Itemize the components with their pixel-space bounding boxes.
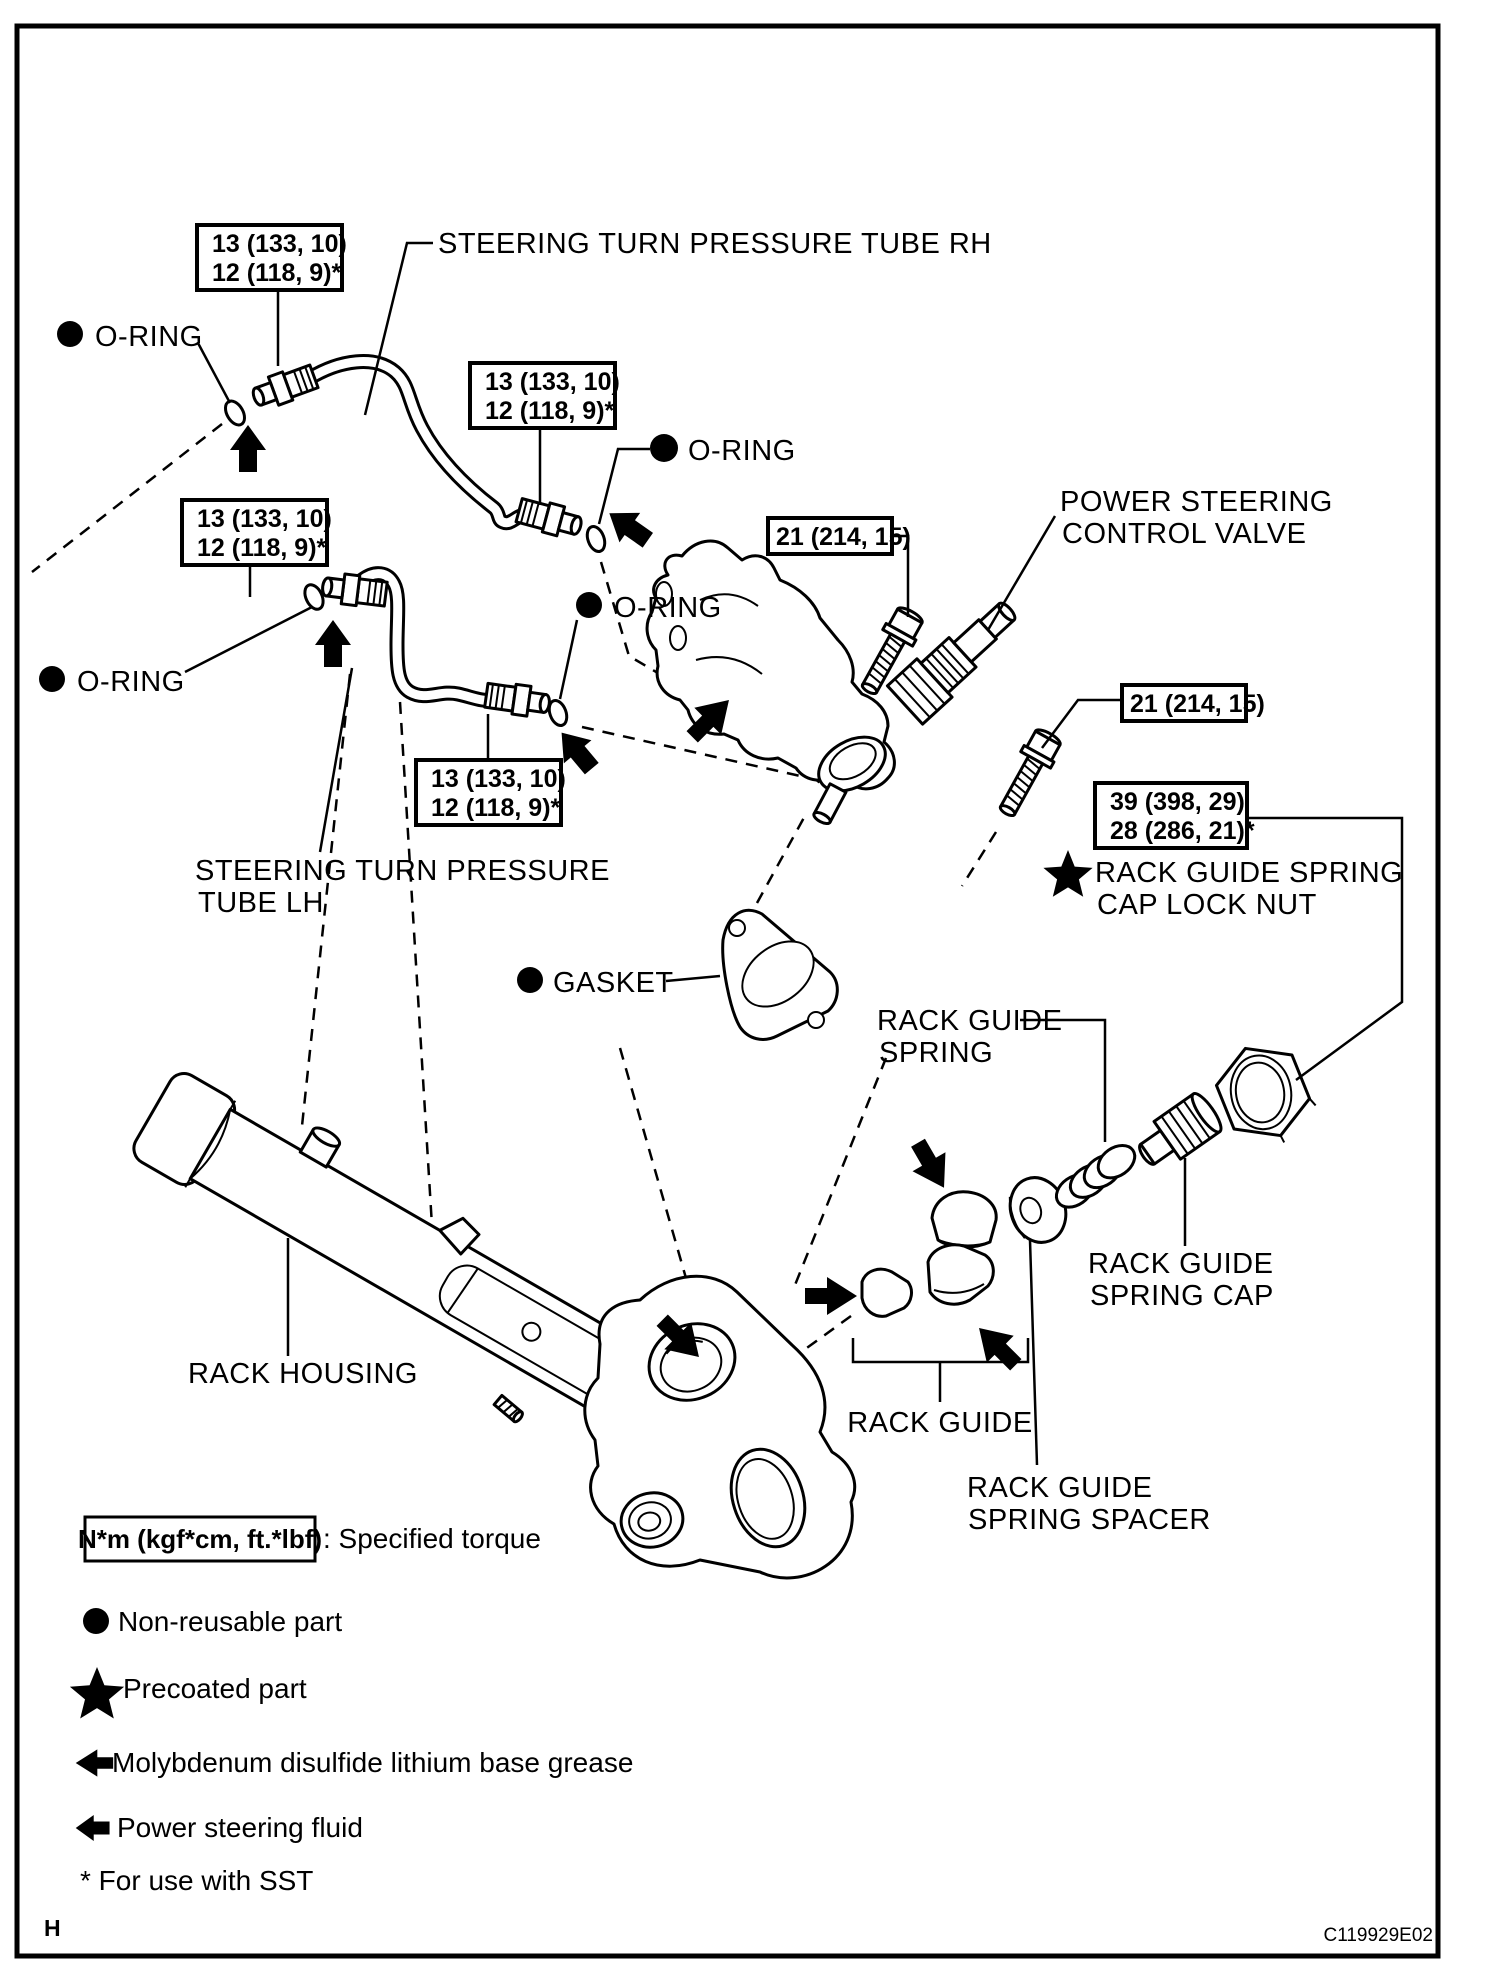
non-reusable-dot <box>83 1608 109 1634</box>
torque-value: 39 (398, 29) <box>1110 788 1245 816</box>
label-spacer-line2: SPRING SPACER <box>968 1504 1211 1536</box>
label-spring-cap-line2: SPRING CAP <box>1090 1280 1274 1312</box>
label-o-ring-4: O-RING <box>77 666 185 698</box>
label-gasket: GASKET <box>553 967 674 999</box>
non-reusable-dot <box>39 666 65 692</box>
torque-value: 28 (286, 21)* <box>1110 817 1255 845</box>
label-o-ring-2: O-RING <box>688 435 796 467</box>
torque-value: 12 (118, 9)* <box>197 534 327 562</box>
torque-value: 12 (118, 9)* <box>212 259 342 287</box>
legend-grease: Molybdenum disulfide lithium base grease <box>112 1747 634 1778</box>
torque-legend-text: N*m (kgf*cm, ft.*lbf) <box>77 1524 323 1554</box>
figure-code: C119929E02 <box>1323 1925 1433 1946</box>
label-lock-nut-line1: RACK GUIDE SPRING <box>1095 857 1404 889</box>
page-corner-letter: H <box>44 1915 61 1941</box>
label-rack-housing: RACK HOUSING <box>188 1358 418 1390</box>
label-spacer-line1: RACK GUIDE <box>967 1472 1153 1504</box>
torque-legend-desc: : Specified torque <box>323 1523 541 1554</box>
label-o-ring-3: O-RING <box>614 592 722 624</box>
torque-box-lock-nut <box>1095 783 1255 848</box>
torque-value: 12 (118, 9)* <box>485 397 615 425</box>
torque-box-valve-bolt-2 <box>1122 685 1265 721</box>
label-tube-rh: STEERING TURN PRESSURE TUBE RH <box>438 228 992 260</box>
torque-box-tube-rh-lower <box>470 363 620 428</box>
legend-sst-note: * For use with SST <box>80 1865 314 1896</box>
legend-fluid: Power steering fluid <box>117 1812 363 1843</box>
label-o-ring-1: O-RING <box>95 321 203 353</box>
label-control-valve-line1: POWER STEERING <box>1060 486 1333 518</box>
legend-non-reusable: Non-reusable part <box>118 1606 343 1637</box>
label-spring-line1: RACK GUIDE <box>877 1005 1063 1037</box>
label-tube-lh-line2: TUBE LH <box>198 887 324 919</box>
non-reusable-dot <box>517 967 543 993</box>
torque-value: 12 (118, 9)* <box>431 794 561 822</box>
torque-value: 13 (133, 10) <box>431 765 566 793</box>
torque-value: 13 (133, 10) <box>197 505 332 533</box>
torque-value: 13 (133, 10) <box>212 230 347 258</box>
legend-precoated: Precoated part <box>123 1673 307 1704</box>
torque-box-tube-lh-upper <box>182 500 332 565</box>
non-reusable-dot <box>650 434 678 462</box>
torque-box-tube-rh-upper <box>197 225 347 290</box>
label-spring-line2: SPRING <box>879 1037 994 1069</box>
torque-value: 13 (133, 10) <box>485 368 620 396</box>
label-tube-lh-line1: STEERING TURN PRESSURE <box>195 855 610 887</box>
label-lock-nut-line2: CAP LOCK NUT <box>1097 889 1317 921</box>
label-control-valve-line2: CONTROL VALVE <box>1062 518 1307 550</box>
torque-box-tube-lh-lower <box>416 760 566 825</box>
non-reusable-dot <box>57 321 83 347</box>
label-spring-cap-line1: RACK GUIDE <box>1088 1248 1274 1280</box>
torque-value: 21 (214, 15) <box>1130 690 1265 718</box>
torque-value: 21 (214, 15) <box>776 523 911 551</box>
torque-box-valve-bolt-1 <box>768 518 911 554</box>
label-rack-guide: RACK GUIDE <box>847 1407 1033 1439</box>
non-reusable-dot <box>576 592 602 618</box>
